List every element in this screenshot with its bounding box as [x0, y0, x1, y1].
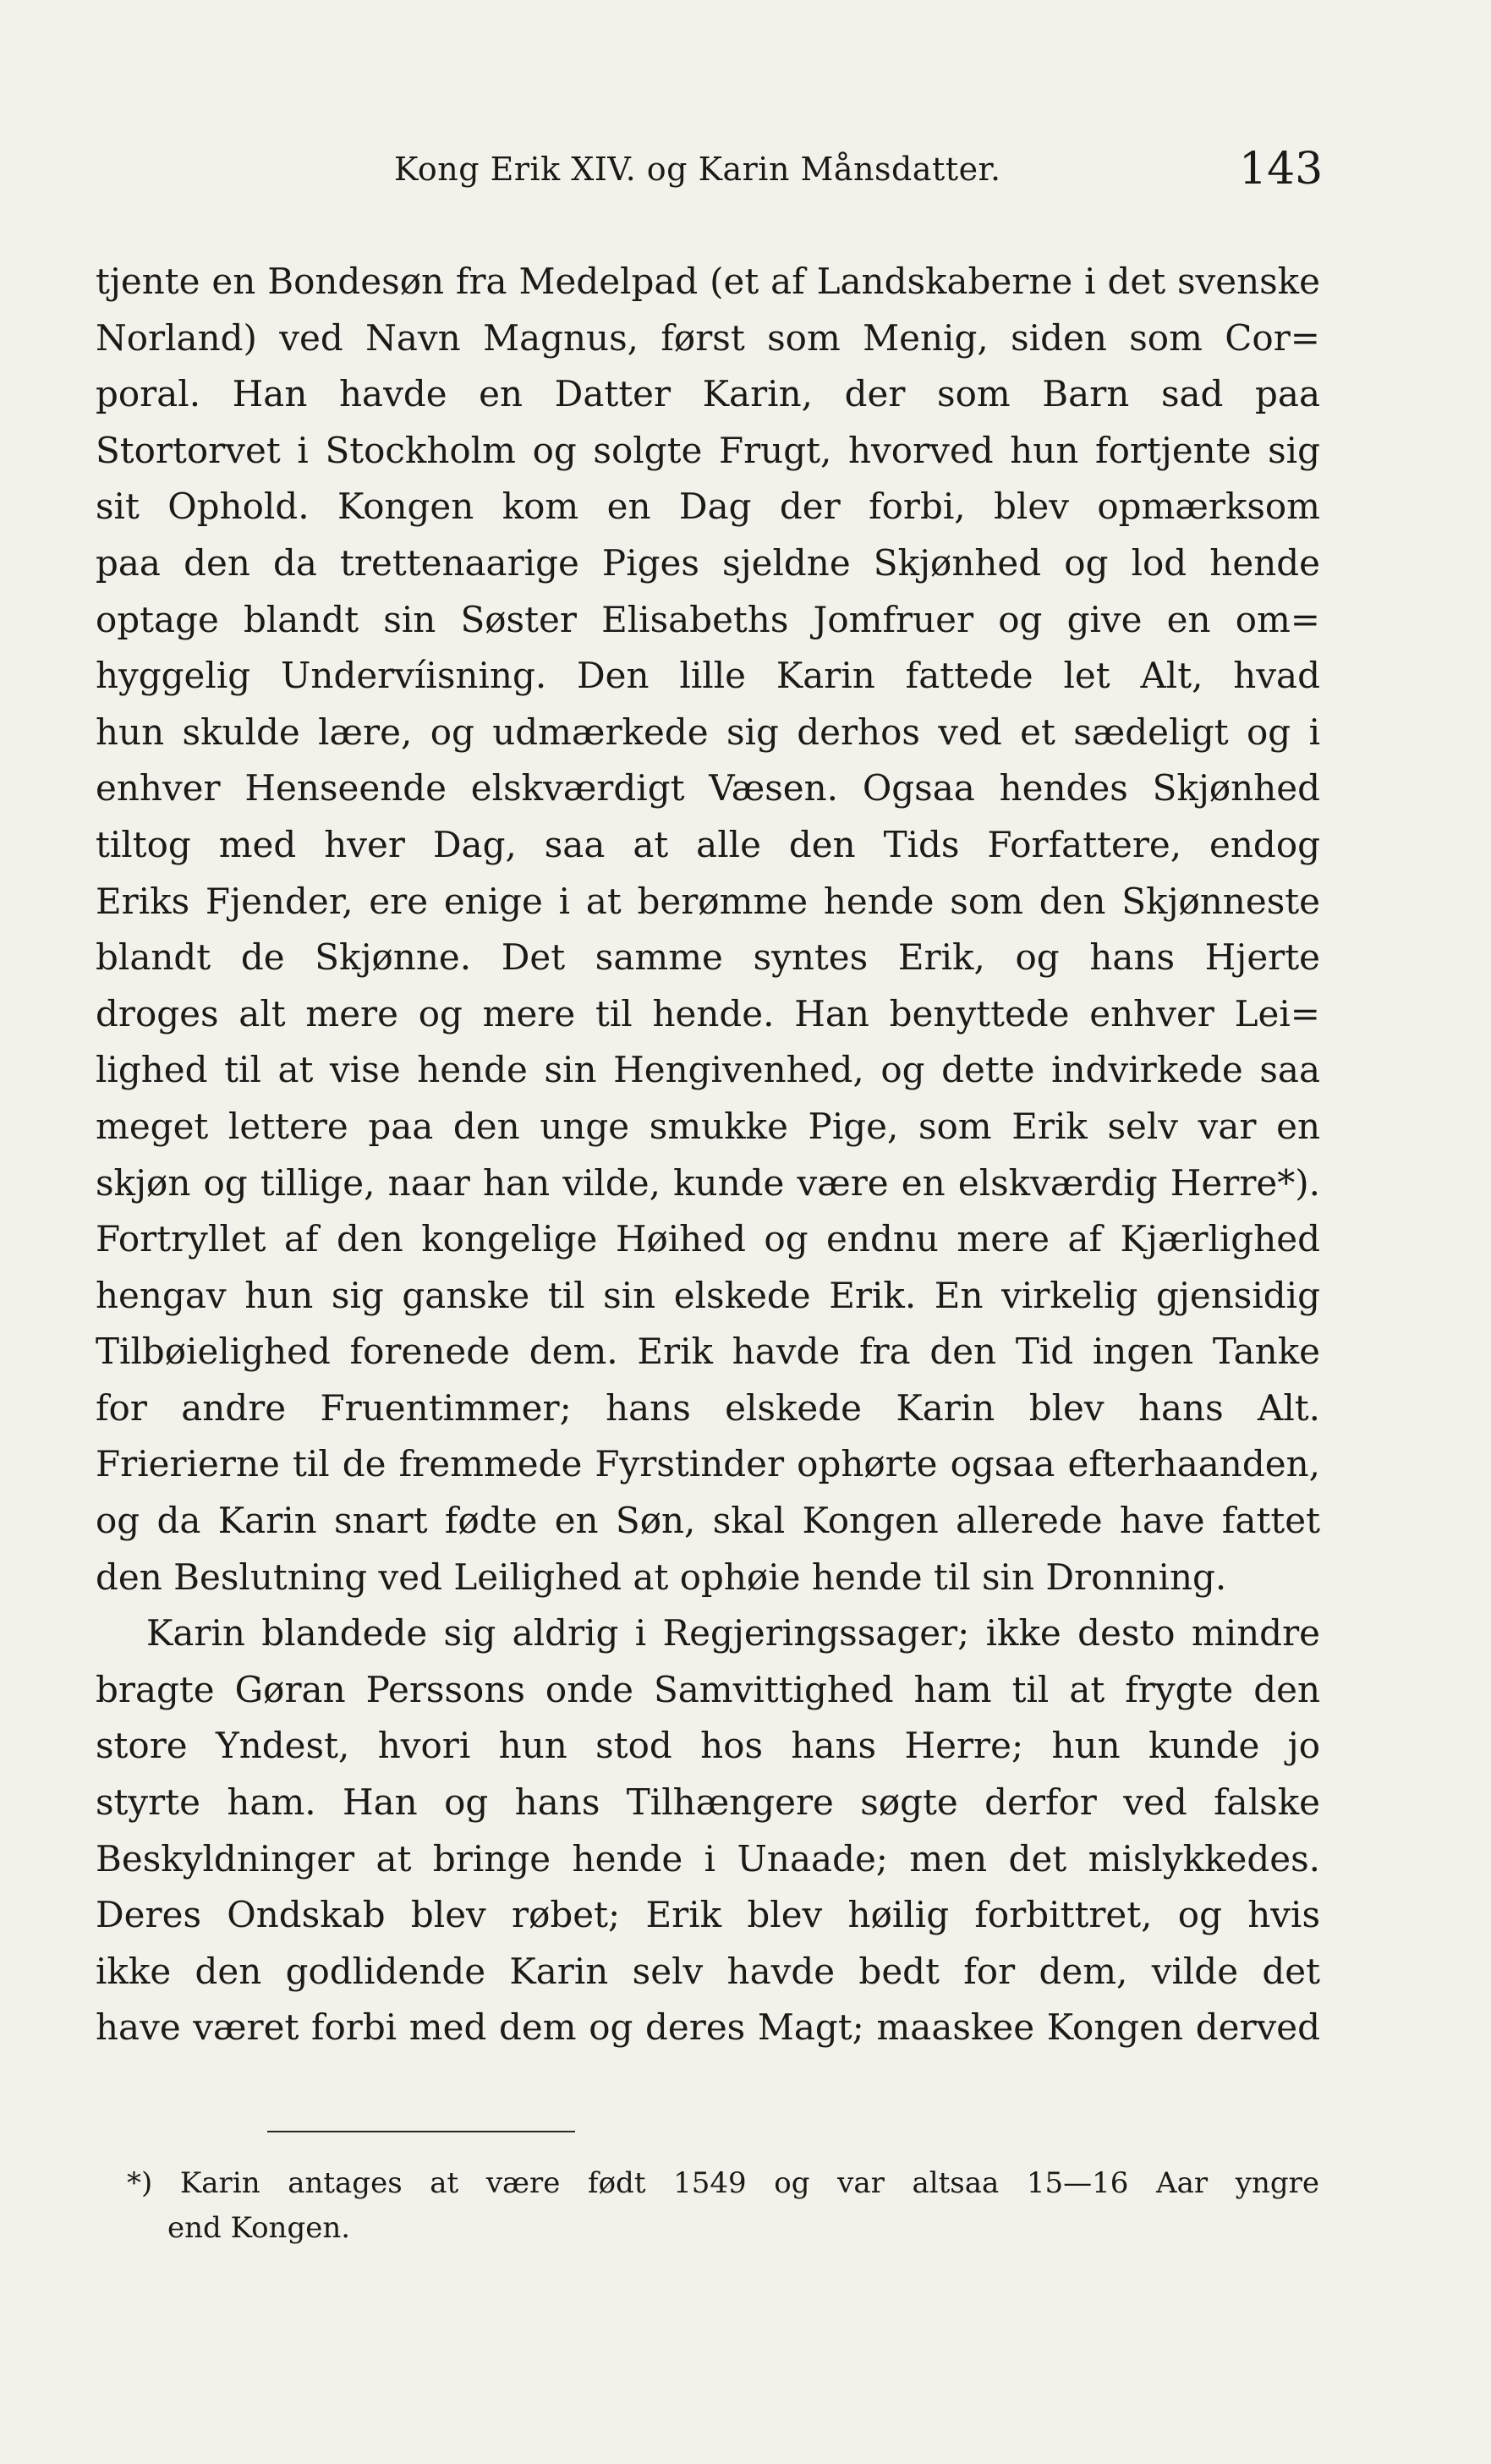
- page-header: [0, 144, 1491, 203]
- text-line: tiltog med hver Dag, saa at alle den Tids Forfattere, endog: [96, 823, 1320, 865]
- text-line: og da Karin snart fødte en Søn, skal Kongen allerede have fattet: [96, 1500, 1320, 1542]
- text-line: ikke den godlidende Karin selv havde bedt for dem, vilde det: [96, 1950, 1320, 1992]
- text-line: for andre Fruentimmer; hans elskede Karin blev hans Alt.: [96, 1386, 1320, 1429]
- text-line: poral. Han havde en Datter Karin, der som Barn sad paa: [96, 373, 1320, 415]
- body-text: [96, 254, 1320, 2056]
- footnote-line: *) Karin antages at være født 1549 og var altsaa 15—16 Aar yngre: [127, 2166, 1319, 2200]
- text-line: Deres Ondskab blev røbet; Erik blev høilig forbittret, og hvis: [96, 1894, 1320, 1936]
- text-line: den Beslutning ved Leilighed at ophøie hende til sin Dronning.: [96, 1556, 1227, 1598]
- text-line: paa den da trettenaarige Piges sjeldne Skjønhed og lod hende: [96, 541, 1320, 584]
- text-line: Frierierne til de fremmede Fyrstinder ophørte ogsaa efterhaanden,: [96, 1443, 1320, 1485]
- footnote: [127, 2161, 1319, 2251]
- text-line: lighed til at vise hende sin Hengivenhed, og dette indvirkede saa: [96, 1049, 1320, 1091]
- page-number: 143: [1239, 144, 1324, 195]
- text-line: Eriks Fjender, ere enige i at berømme hende som den Skjønneste: [96, 880, 1320, 922]
- text-line: have været forbi med dem og deres Magt; maaskee Kongen derved: [96, 2006, 1320, 2049]
- text-line: optage blandt sin Søster Elisabeths Jomfruer og give en om=: [96, 598, 1320, 640]
- text-line: meget lettere paa den unge smukke Pige, som Erik selv var en: [96, 1105, 1320, 1147]
- text-line: Karin blandede sig aldrig i Regjeringssager; ikke desto mindre: [146, 1612, 1320, 1655]
- text-line: Norland) ved Navn Magnus, først som Menig, siden som Cor=: [96, 316, 1320, 359]
- text-line: Stortorvet i Stockholm og solgte Frugt, hvorved hun fortjente sig: [96, 429, 1320, 471]
- text-line: hun skulde lære, og udmærkede sig derhos ved et sædeligt og i: [96, 711, 1320, 753]
- text-line: styrte ham. Han og hans Tilhængere søgte derfor ved falske: [96, 1781, 1320, 1824]
- text-line: sit Ophold. Kongen kom en Dag der forbi, blev opmærksom: [96, 486, 1320, 528]
- running-head: Kong Erik XIV. og Karin Månsdatter.: [394, 151, 1001, 188]
- text-line: droges alt mere og mere til hende. Han benyttede enhver Lei=: [96, 992, 1320, 1034]
- text-line: Fortryllet af den kongelige Høihed og endnu mere af Kjærlighed: [96, 1218, 1320, 1260]
- text-line: store Yndest, hvori hun stod hos hans Herre; hun kunde jo: [96, 1725, 1320, 1767]
- text-line: Tilbøielighed forenede dem. Erik havde fra den Tid ingen Tanke: [96, 1331, 1320, 1373]
- text-line: bragte Gøran Perssons onde Samvittighed ham til at frygte den: [96, 1668, 1320, 1710]
- footnote-rule: [267, 2131, 575, 2132]
- text-line: hyggelig Undervíisning. Den lille Karin fattede let Alt, hvad: [96, 655, 1320, 697]
- footnote-line: end Kongen.: [167, 2211, 351, 2245]
- text-line: tjente en Bondesøn fra Medelpad (et af Landskaberne i det svenske: [96, 261, 1320, 302]
- text-line: Beskyldninger at bringe hende i Unaade; men det mislykkedes.: [96, 1837, 1320, 1880]
- text-line: blandt de Skjønne. Det samme syntes Erik, og hans Hjerte: [96, 936, 1320, 979]
- text-line: skjøn og tillige, naar han vilde, kunde være en elskværdig Herre*).: [96, 1161, 1320, 1204]
- text-line: enhver Henseende elskværdigt Væsen. Ogsaa hendes Skjønhed: [96, 767, 1320, 809]
- text-line: hengav hun sig ganske til sin elskede Erik. En virkelig gjensidig: [96, 1274, 1320, 1316]
